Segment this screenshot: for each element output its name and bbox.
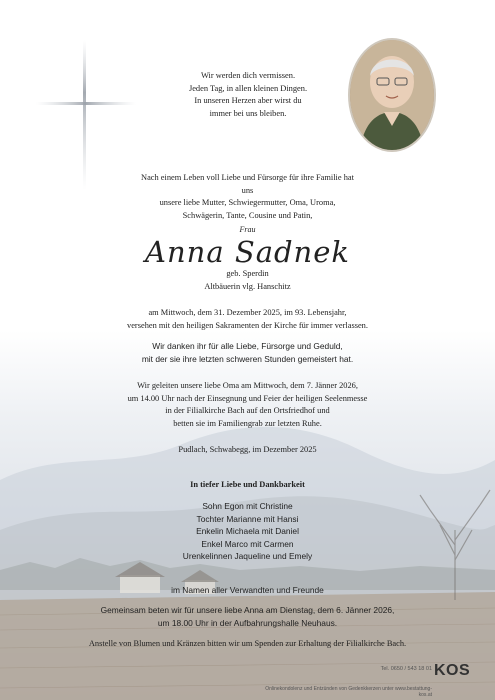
- place-date: Pudlach, Schwabegg, im Dezember 2025: [178, 445, 317, 454]
- deceased-name: Anna Sadnek: [145, 235, 350, 269]
- relatives-line: im Namen aller Verwandten und Freunde: [171, 585, 324, 595]
- funeral-home-footer: Onlinekondolenz und Entzünden von Gedenkkerzen unter www.bestattung-kos.at: [265, 686, 432, 698]
- prayer-line: um 18.00 Uhr in der Aufbahrungshalle Neuhaus.: [157, 617, 338, 628]
- birth-name: [140, 268, 355, 293]
- nee-line: geb. Sperdin: [226, 269, 269, 278]
- poem-line: Jeden Tag, in allen kleinen Dingen.: [188, 83, 308, 93]
- donation-note: Anstelle von Blumen und Kränzen bitten wir um Spenden zur Erhaltung der Filialkirche Bach.: [88, 639, 407, 648]
- nee-line: Altbäuerin vlg. Hanschitz: [204, 281, 291, 291]
- family-member: Tochter Marianne mit Hansi: [196, 513, 299, 524]
- family-member: Urenkelinnen Jaqueline und Emely: [182, 551, 313, 561]
- portrait-photo: [350, 40, 434, 150]
- family-member: Enkel Marco mit Carmen: [201, 538, 294, 549]
- poem-line: In unseren Herzen aber wirst du: [194, 96, 302, 105]
- funeral-line: in der Filialkirche Bach auf den Ortsfriedhof und: [165, 406, 330, 415]
- mourning-heading: In tiefer Liebe und Dankbarkeit: [190, 480, 305, 489]
- intro-line: Schwägerin, Tante, Cousine und Patin,: [182, 210, 313, 220]
- prayer-notice: [70, 604, 425, 629]
- funeral-line: betten sie im Familiengrab zur letzten Ruhe.: [173, 418, 322, 428]
- cross-icon: [36, 40, 136, 190]
- intro-text: [140, 172, 355, 222]
- intro-line: unsere liebe Mutter, Schwiegermutter, Oma, Uroma,: [159, 198, 336, 207]
- funeral-line: um 14.00 Uhr nach der Einsegnung und Feier der heiligen Seelenmesse: [127, 393, 368, 403]
- name-prefix: Frau: [239, 225, 256, 234]
- intro-line: Nach einem Leben voll Liebe und Fürsorge für ihre Familie hat uns: [141, 173, 354, 195]
- family-member: Enkelin Michaela mit Daniel: [196, 526, 299, 536]
- funeral-details: [70, 380, 425, 430]
- death-line: versehen mit den heiligen Sakramenten der Kirche für immer verlassen.: [127, 320, 368, 330]
- funeral-line: Wir geleiten unsere liebe Oma am Mittwoch, dem 7. Jänner 2026,: [137, 381, 358, 390]
- family-member: Sohn Egon mit Christine: [202, 501, 293, 511]
- thanks-line: Wir danken ihr für alle Liebe, Fürsorge und Geduld,: [152, 341, 343, 351]
- death-line: am Mittwoch, dem 31. Dezember 2025, im 93. Lebensjahr,: [148, 308, 347, 317]
- thanks-text: [70, 340, 425, 365]
- thanks-line: mit der sie ihre letzten schweren Stunden gemeistert hat.: [141, 353, 354, 364]
- funeral-home-logo: KOS: [434, 662, 471, 679]
- funeral-home-phone: Tel. 0650 / 543 18 01: [380, 666, 432, 672]
- memorial-poem: [148, 70, 348, 120]
- prayer-line: Gemeinsam beten wir für unsere liebe Anna am Dienstag, dem 6. Jänner 2026,: [100, 605, 395, 615]
- poem-line: Wir werden dich vermissen.: [200, 71, 296, 80]
- family-list: [100, 500, 395, 563]
- death-notice: [70, 307, 425, 332]
- poem-line: immer bei uns bleiben.: [209, 108, 287, 118]
